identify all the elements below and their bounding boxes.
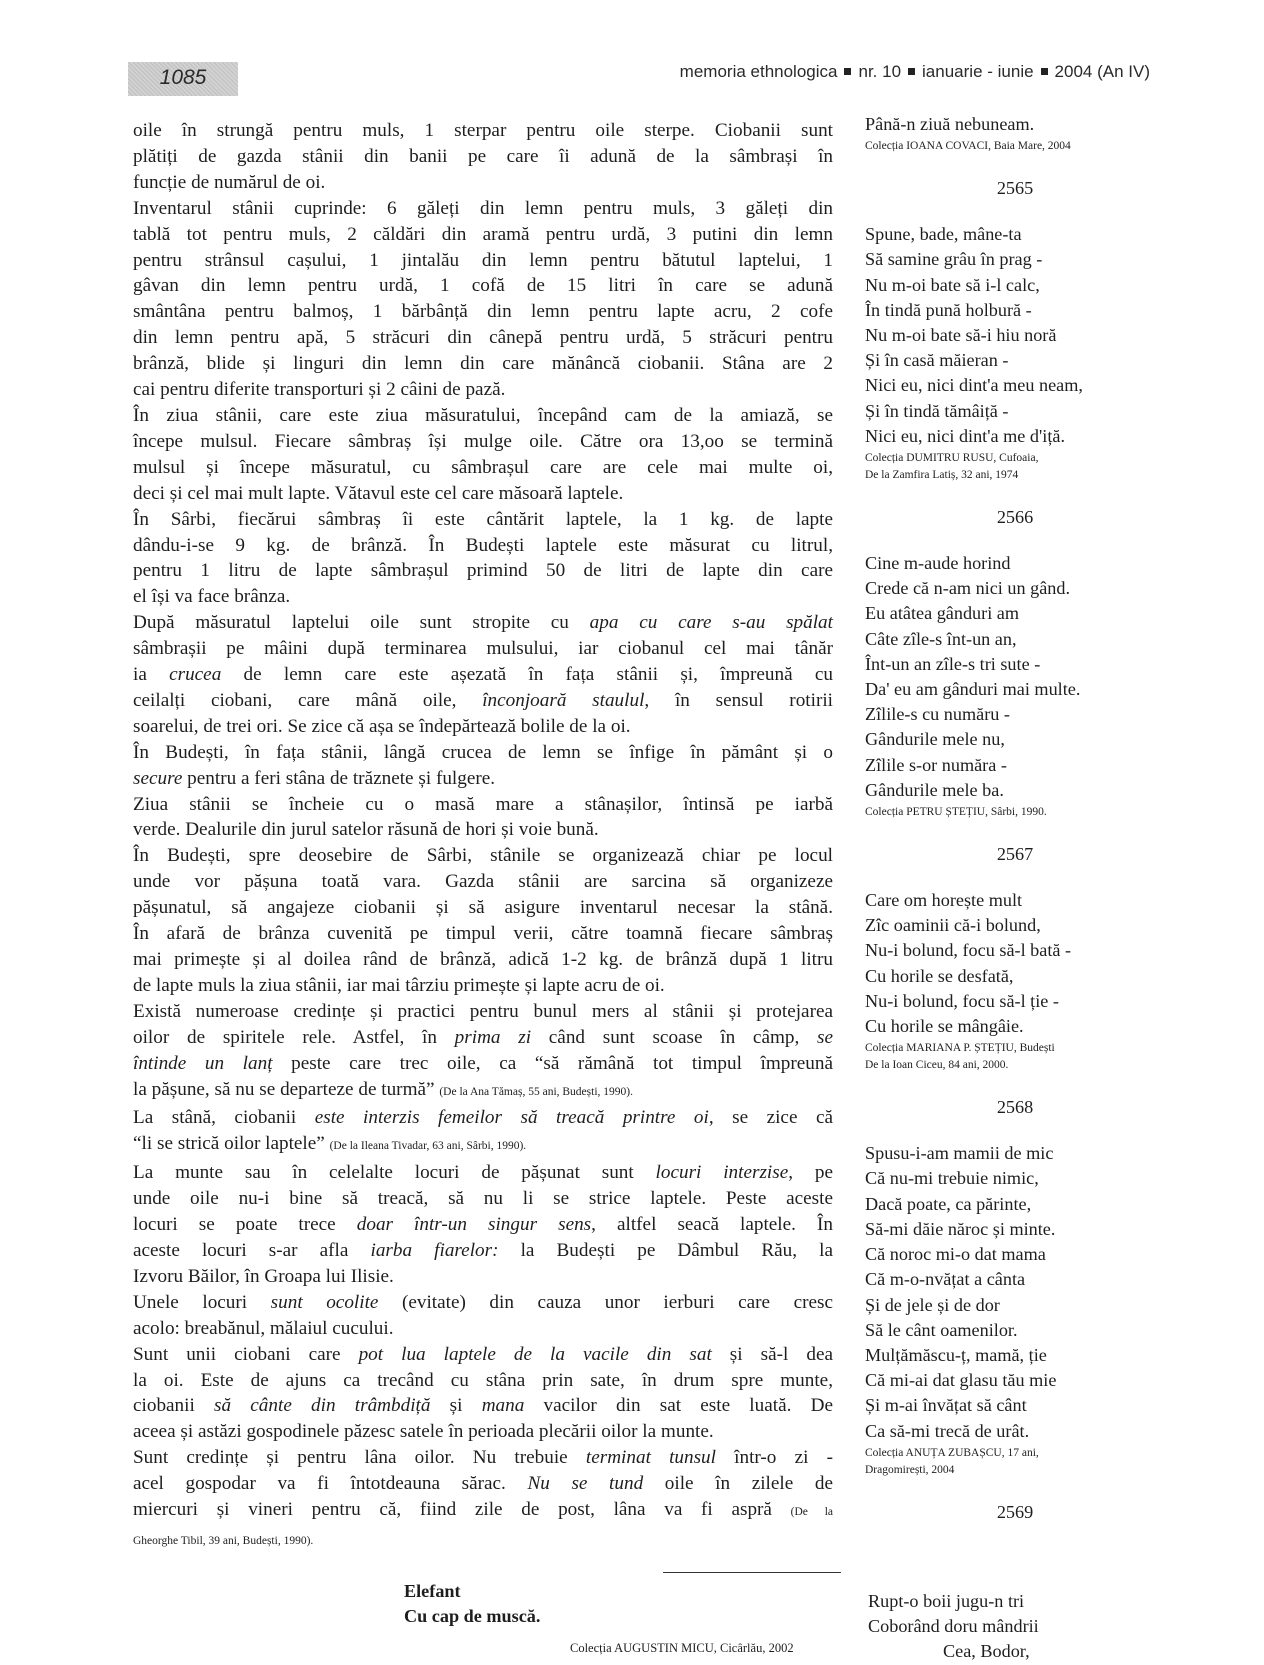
text-line: oile în strungă pentru muls, 1 sterpar pentru oile sterpe. Ciobanii sunt (133, 120, 833, 141)
poem-line: Nu m-oi bate să i-l calc, (865, 274, 1040, 295)
text-line: pășunatul, să angajeze ciobanii și să asigure inventarul necesar la stână. (133, 897, 833, 919)
text-line: În Budești, în fața stânii, lângă crucea de lemn se înfige în pământ și o (133, 741, 833, 763)
article-text-column (133, 118, 833, 1555)
text-line: Există numeroase credințe și practici pentru bunul mers al stânii și protejarea (133, 1000, 833, 1022)
text-line: locuri se poate trece doar într-un singur sens, altfel seacă laptele. În (133, 1214, 833, 1236)
poem-line: Că m-o-nvățat a cânta (865, 1269, 1026, 1290)
collection-note: Dragomirești, 2004 (865, 1463, 955, 1476)
poem-2569-text (868, 1589, 1039, 1665)
text-line: În Sârbi, fiecărui sâmbraș îi este cântărit laptele, la 1 kg. de lapte (133, 508, 833, 530)
poem-number: 2566 (996, 507, 1034, 528)
poem-line: Nu-i bolund, focu să-l bată - (865, 940, 1072, 961)
paragraph (133, 792, 833, 844)
poem-line: Nici eu, nici dint'a me d'iță. (865, 425, 1065, 446)
poem-line: În tindă pună holbură - (865, 299, 1032, 320)
text-line: acel gospodar va fi întotdeauna sărac. Nu se tund oile în zilele de (133, 1473, 833, 1495)
poem-line: Cea, Bodor, (943, 1641, 1030, 1662)
journal-name: memoria ethnologica (679, 62, 838, 81)
paragraph (133, 403, 833, 507)
text-line: aceste locuri s-ar afla iarba fiarelor: la Budești pe Dâmbul Rău, la (133, 1239, 833, 1261)
text-line: secure pentru a feri stâna de trăznete și fulgere. (133, 767, 496, 789)
text-line: funcție de numărul de oi. (133, 171, 326, 193)
riddle-line: Elefant (404, 1581, 461, 1601)
text-line: ia crucea de lemn care este așezată în fața stânii și, împreună cu (133, 664, 833, 686)
poem-line: Coborând doru mândrii (868, 1616, 1039, 1637)
text-line: din lemn pentru apă, 5 străcuri din cânepă pentru urdă, 5 străcuri pentru (133, 327, 833, 349)
poem-line: Că nu-mi trebuie nimic, (865, 1168, 1039, 1189)
text-line: cai pentru diferite transporturi și 2 câini de pază. (133, 379, 506, 401)
poem-line: Eu atâtea gânduri am (865, 603, 1020, 624)
text-line: dându-i-se 9 kg. de brânză. În Budești laptele este măsurat cu litrul, (133, 534, 833, 556)
square-bullet-icon (908, 68, 915, 75)
poem-line: Înt-un an zîle-s tri sute - (865, 653, 1041, 674)
paragraph (133, 740, 833, 792)
poem-line: Să-mi dăie năroc și minte. (865, 1218, 1056, 1239)
text-line: la oi. Este de ajuns ca trecând cu stâna prin sate, în drum spre munte, (133, 1369, 833, 1391)
poem-number: 2565 (996, 178, 1034, 199)
collection-note: De la Ioan Ciceu, 84 ani, 2000. (865, 1059, 1009, 1072)
text-line: unde vor pășuna toată vara. Gazda stânii are sarcina să organizeze (133, 871, 833, 893)
paragraph (133, 1290, 833, 1342)
text-line: aceea și astăzi gospodinele păzesc satele în perioada plecării oilor la munte. (133, 1421, 714, 1443)
poem-number: 2569 (996, 1501, 1034, 1522)
text-line: Izvoru Băilor, în Groapa lui Ilisie. (133, 1265, 394, 1287)
paragraph (133, 843, 833, 998)
text-line: începe mulsul. Fiecare sâmbraș își mulge oile. Către ora 13,oo se termină (133, 430, 833, 452)
poem-line: Mulțămăscu-ț, mamă, ție (865, 1344, 1047, 1365)
poem-line: Cine m-aude horind (865, 553, 1011, 574)
text-line: În afară de brânza cuvenită pe timpul verii, către toamnă fiecare sâmbraș (133, 923, 833, 945)
text-line: Sunt unii ciobani care pot lua laptele de la vacile din sat și să-l dea (133, 1343, 833, 1365)
text-line: pentru strânsul cașului, 1 jintalău din lemn pentru bătutul laptelui, 1 (133, 249, 833, 271)
text-line: tablă tot pentru muls, 2 căldări din aramă pentru urdă, 3 putini din lemn (133, 223, 833, 245)
riddle-collection: Colecția AUGUSTIN MICU, Cicârlău, 2002 (570, 1641, 794, 1655)
text-line: Inventarul stânii cuprinde: 6 găleți din lemn pentru muls, 3 găleți din (133, 197, 833, 219)
poem-number: 2568 (996, 1097, 1034, 1118)
square-bullet-icon (1041, 68, 1048, 75)
poem-line: Și de jele și de dor (865, 1294, 1000, 1315)
text-line: gâvan din lemn pentru urdă, 1 cofă de 15 litri în care se adună (133, 275, 833, 297)
text-line: plătiți de gazda stânii din banii pe care îi adună de la sâmbrași în (133, 145, 833, 167)
text-line: ceilalți ciobani, care mână oile, înconjoară staulul, în sensul rotirii (133, 689, 833, 711)
poem-line: Da' eu am gânduri mai multe. (865, 679, 1081, 700)
paragraph (133, 118, 833, 196)
text-line: În Budești, spre deosebire de Sârbi, stânile se organizează chiar pe locul (133, 845, 833, 867)
text-line: miercuri și vineri pentru că, fiind zile de post, lâna va fi aspră (De la (133, 1499, 833, 1521)
journal-issue: nr. 10 (858, 62, 902, 81)
poem-line: Ca să-mi trecă de urât. (865, 1420, 1030, 1441)
journal-year: 2004 (An IV) (1054, 62, 1150, 81)
text-line: unde oile nu-i bine să treacă, să nu li se strice laptele. Peste aceste (133, 1188, 833, 1210)
text-line: brânză, blide și linguri din lemn din care mănâncă ciobanii. Stâna are 2 (133, 353, 833, 375)
collection-note: Colecția IOANA COVACI, Baia Mare, 2004 (865, 140, 1071, 153)
square-bullet-icon (844, 68, 851, 75)
text-line: sâmbrașii pe mâini după terminarea mulsului, iar ciobanul cel mai tânăr (133, 638, 833, 660)
paragraph (133, 1445, 833, 1555)
poem-line: Gândurile mele ba. (865, 779, 1004, 800)
poem-line: Crede că n-am nici un gând. (865, 578, 1071, 599)
text-line: soarelui, de trei ori. Se zice că așa se îndepărtează bolile de la oi. (133, 715, 631, 737)
poem-line: Cu horile se desfată, (865, 965, 1014, 986)
page-header (0, 0, 1264, 100)
poem-line: Dacă poate, ca părinte, (865, 1193, 1032, 1214)
riddle-text (404, 1579, 540, 1629)
collection-note: De la Zamfira Latiș, 32 ani, 1974 (865, 469, 1019, 482)
paragraph (133, 1105, 833, 1160)
paragraph (133, 196, 833, 403)
text-line: verde. Dealurile din jurul satelor răsună de hori și voie bună. (133, 819, 599, 841)
poem-line: Cu horile se mângâie. (865, 1016, 1024, 1037)
text-line: oilor de spiritele rele. Astfel, în prima zi când sunt scoase în câmp, se (133, 1026, 833, 1048)
text-line: întinde un lanț peste care trec oile, ca “să rămână tot timpul împreună (133, 1052, 834, 1074)
paragraph (133, 1160, 833, 1290)
paragraph (133, 610, 833, 740)
poem-line: Spune, bade, mâne-ta (865, 224, 1022, 245)
poems-column (865, 112, 1165, 1546)
text-line: Sunt credințe și pentru lâna oilor. Nu trebuie terminat tunsul într-o zi - (133, 1447, 833, 1469)
poem-line: Nici eu, nici dint'a meu neam, (865, 375, 1083, 396)
text-line: mai primește și al doilea rând de brânză, adică 1-2 kg. de brânză după 1 litru (133, 949, 833, 970)
text-line: Ziua stânii se încheie cu o masă mare a stânașilor, întinsă pe iarbă (133, 793, 833, 815)
page-number-box (128, 62, 238, 96)
text-line: mulsul și începe măsuratul, cu sâmbrașul care are cele mai multe oi, (133, 456, 833, 478)
poem-line: Spusu-i-am mamii de mic (865, 1143, 1054, 1164)
text-line: După măsuratul laptelui oile sunt stropite cu apa cu care s-au spălat (133, 612, 833, 634)
collection-note: Colecția MARIANA P. ȘTEȚIU, Budești (865, 1042, 1055, 1055)
poem-line: Zîlile-s cu număru - (865, 704, 1010, 725)
poem-line: Că noroc mi-o dat mama (865, 1244, 1046, 1265)
text-line: la pășune, să nu se departeze de turmă” (De la Ana Tămaș, 55 ani, Budești, 1990). (133, 1078, 633, 1100)
text-line: Gheorghe Tibil, 39 ani, Budești, 1990). (133, 1534, 314, 1547)
text-line: Unele locuri sunt ocolite (evitate) din cauza unor ierburi care cresc (133, 1291, 833, 1313)
poem-line: Zîlile s-or număra - (865, 754, 1007, 775)
riddle-line: Cu cap de muscă. (404, 1606, 541, 1627)
separator-rule (663, 1572, 841, 1573)
poem-line: Până-n ziuă nebuneam. (865, 114, 1035, 134)
poem-line: Că mi-ai dat glasu tău mie (865, 1370, 1057, 1391)
text-line: deci și cel mai mult lapte. Vătavul este cel care măsoară laptele. (133, 482, 624, 504)
poem-line: Care om horește mult (865, 890, 1023, 911)
text-line: pentru 1 litru de lapte sâmbrașul primind 50 de litri de lapte din care (133, 560, 833, 582)
text-line: smântâna pentru balmoș, 1 bărbânță din lemn pentru lapte acru, 2 cofe (133, 301, 833, 323)
text-line: de lapte muls la ziua stânii, iar mai târziu primește și lapte acru de oi. (133, 974, 665, 996)
poem-line: Să samine grâu în prag - (865, 249, 1043, 270)
text-line: La munte sau în celelalte locuri de pășunat sunt locuri interzise, pe (133, 1162, 833, 1184)
poem-line: Zîc oaminii că-i bolund, (865, 915, 1041, 936)
poem-line: Și în casă măieran - (865, 350, 1009, 371)
poem-line: Și în tindă tămâiță - (865, 400, 1009, 421)
journal-info (560, 62, 1150, 82)
journal-period: ianuarie - iunie (922, 62, 1034, 81)
poem-line: Gândurile mele nu, (865, 729, 1005, 750)
poem-line: Câte zîle-s înt-un an, (865, 628, 1017, 649)
poem-line: Și m-ai învățat să cânt (865, 1395, 1027, 1416)
collection-note: Colecția DUMITRU RUSU, Cufoaia, (865, 452, 1039, 465)
text-line: “li se strică oilor laptele” (De la Ileana Tivadar, 63 ani, Sârbi, 1990). (133, 1133, 527, 1155)
poem-line: Rupt-o boii jugu-n tri (868, 1591, 1025, 1611)
poem-line: Să le cânt oamenilor. (865, 1319, 1018, 1340)
text-line: acolo: breabănul, mălaiul cucului. (133, 1317, 394, 1339)
collection-note: Colecția ANUȚA ZUBAȘCU, 17 ani, (865, 1446, 1039, 1459)
page-number: 1085 (159, 66, 207, 89)
text-line: el își va face brânza. (133, 586, 291, 608)
text-line: În ziua stânii, care este ziua măsuratului, începând cam de la amiază, se (133, 404, 833, 426)
paragraph (133, 999, 833, 1106)
poem-line: Nu m-oi bate să-i hiu noră (865, 325, 1057, 346)
poem-number: 2567 (996, 844, 1034, 865)
collection-note: Colecția PETRU ȘTEȚIU, Sârbi, 1990. (865, 806, 1047, 819)
text-line: ciobanii să cânte din trâmbdiță și mana vacilor din sat este luată. De (133, 1395, 833, 1417)
text-line: La stână, ciobanii este interzis femeilor să treacă printre oi, se zice că (133, 1107, 833, 1129)
poem-line: Nu-i bolund, focu să-l ție - (865, 990, 1059, 1011)
paragraph (133, 1342, 833, 1446)
paragraph (133, 507, 833, 611)
